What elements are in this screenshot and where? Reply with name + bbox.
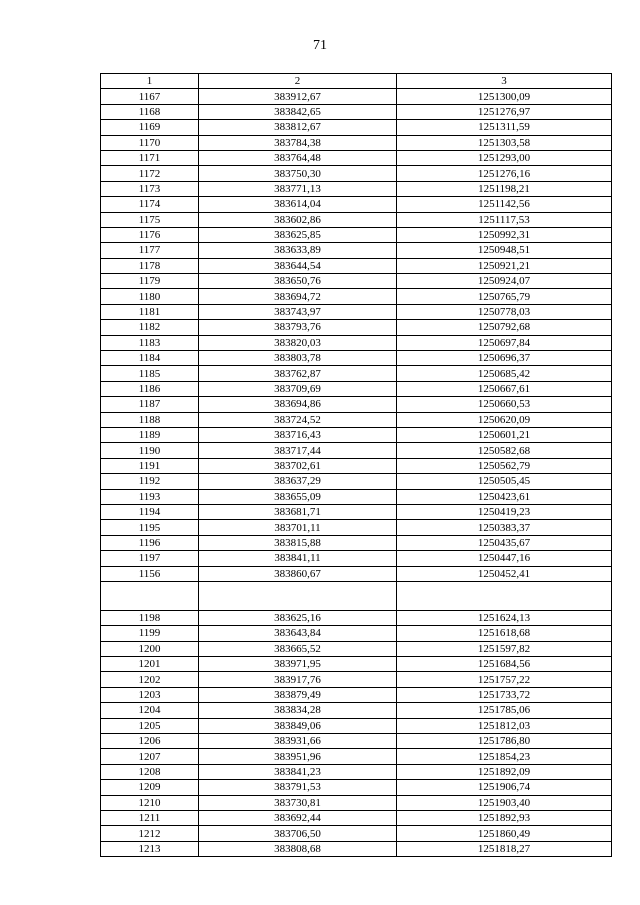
x-coordinate-cell: 383614,04 bbox=[199, 197, 397, 212]
y-coordinate-cell: 1251300,09 bbox=[397, 89, 612, 104]
x-coordinate-cell: 383633,89 bbox=[199, 243, 397, 258]
table-row bbox=[101, 703, 612, 718]
x-coordinate-cell: 383841,11 bbox=[199, 551, 397, 566]
y-coordinate-cell: 1251733,72 bbox=[397, 687, 612, 702]
y-coordinate-cell: 1251906,74 bbox=[397, 780, 612, 795]
y-coordinate-cell: 1250660,53 bbox=[397, 397, 612, 412]
x-coordinate-cell: 383717,44 bbox=[199, 443, 397, 458]
coordinates-table bbox=[100, 73, 612, 857]
x-coordinate-cell: 383730,81 bbox=[199, 795, 397, 810]
y-coordinate-cell: 1250948,51 bbox=[397, 243, 612, 258]
table-row bbox=[101, 443, 612, 458]
y-coordinate-cell: 1251757,22 bbox=[397, 672, 612, 687]
point-number-cell: 1196 bbox=[101, 535, 199, 550]
x-coordinate-cell: 383625,85 bbox=[199, 227, 397, 242]
table-row bbox=[101, 581, 612, 610]
table-row bbox=[101, 687, 612, 702]
point-number-cell: 1204 bbox=[101, 703, 199, 718]
point-number-cell: 1178 bbox=[101, 258, 199, 273]
table-row bbox=[101, 181, 612, 196]
point-number-cell: 1212 bbox=[101, 826, 199, 841]
table-row bbox=[101, 274, 612, 289]
x-coordinate-cell: 383820,03 bbox=[199, 335, 397, 350]
x-coordinate-cell: 383771,13 bbox=[199, 181, 397, 196]
y-coordinate-cell: 1250924,07 bbox=[397, 274, 612, 289]
y-coordinate-cell: 1250778,03 bbox=[397, 304, 612, 319]
point-number-cell: 1203 bbox=[101, 687, 199, 702]
point-number-cell: 1183 bbox=[101, 335, 199, 350]
x-coordinate-cell: 383665,52 bbox=[199, 641, 397, 656]
point-number-cell: 1172 bbox=[101, 166, 199, 181]
x-coordinate-cell: 383793,76 bbox=[199, 320, 397, 335]
table-row bbox=[101, 227, 612, 242]
x-coordinate-cell: 383860,67 bbox=[199, 566, 397, 581]
x-coordinate-cell: 383692,44 bbox=[199, 810, 397, 825]
point-number-cell: 1208 bbox=[101, 764, 199, 779]
y-coordinate-cell: 1251198,21 bbox=[397, 181, 612, 196]
column-header-1: 1 bbox=[101, 74, 199, 89]
point-number-cell: 1206 bbox=[101, 734, 199, 749]
table-row bbox=[101, 412, 612, 427]
x-coordinate-cell: 383762,87 bbox=[199, 366, 397, 381]
table-row bbox=[101, 780, 612, 795]
point-number-cell: 1207 bbox=[101, 749, 199, 764]
table-row bbox=[101, 826, 612, 841]
y-coordinate-cell: 1250620,09 bbox=[397, 412, 612, 427]
x-coordinate-cell: 383602,86 bbox=[199, 212, 397, 227]
table-row bbox=[101, 641, 612, 656]
table-row bbox=[101, 120, 612, 135]
x-coordinate-cell: 383625,16 bbox=[199, 610, 397, 625]
y-coordinate-cell: 1250582,68 bbox=[397, 443, 612, 458]
y-coordinate-cell: 1251311,59 bbox=[397, 120, 612, 135]
x-coordinate-cell: 383808,68 bbox=[199, 841, 397, 856]
x-coordinate-cell: 383841,23 bbox=[199, 764, 397, 779]
y-coordinate-cell: 1250423,61 bbox=[397, 489, 612, 504]
table-row bbox=[101, 150, 612, 165]
y-coordinate-cell: 1251903,40 bbox=[397, 795, 612, 810]
point-number-cell: 1170 bbox=[101, 135, 199, 150]
point-number-cell: 1175 bbox=[101, 212, 199, 227]
point-number-cell: 1180 bbox=[101, 289, 199, 304]
table-row bbox=[101, 335, 612, 350]
table-row bbox=[101, 197, 612, 212]
column-header-3: 3 bbox=[397, 74, 612, 89]
point-number-cell: 1177 bbox=[101, 243, 199, 258]
point-number-cell: 1211 bbox=[101, 810, 199, 825]
x-coordinate-cell: 383849,06 bbox=[199, 718, 397, 733]
table-row bbox=[101, 304, 612, 319]
point-number-cell: 1190 bbox=[101, 443, 199, 458]
x-coordinate-cell: 383951,96 bbox=[199, 749, 397, 764]
y-coordinate-cell: 1250383,37 bbox=[397, 520, 612, 535]
table-row bbox=[101, 166, 612, 181]
table-row bbox=[101, 657, 612, 672]
x-coordinate-cell: 383764,48 bbox=[199, 150, 397, 165]
point-number-cell: 1187 bbox=[101, 397, 199, 412]
table-row bbox=[101, 520, 612, 535]
point-number-cell: 1205 bbox=[101, 718, 199, 733]
y-coordinate-cell: 1250696,37 bbox=[397, 351, 612, 366]
point-number-cell: 1210 bbox=[101, 795, 199, 810]
table-row bbox=[101, 551, 612, 566]
x-coordinate-cell: 383743,97 bbox=[199, 304, 397, 319]
point-number-cell: 1209 bbox=[101, 780, 199, 795]
x-coordinate-cell: 383917,76 bbox=[199, 672, 397, 687]
point-number-cell: 1189 bbox=[101, 427, 199, 442]
y-coordinate-cell bbox=[397, 581, 612, 610]
table-body bbox=[101, 89, 612, 857]
table-row bbox=[101, 458, 612, 473]
y-coordinate-cell: 1251276,16 bbox=[397, 166, 612, 181]
y-coordinate-cell: 1251618,68 bbox=[397, 626, 612, 641]
point-number-cell: 1169 bbox=[101, 120, 199, 135]
point-number-cell: 1171 bbox=[101, 150, 199, 165]
y-coordinate-cell: 1250562,79 bbox=[397, 458, 612, 473]
x-coordinate-cell: 383803,78 bbox=[199, 351, 397, 366]
table-row bbox=[101, 381, 612, 396]
y-coordinate-cell: 1250505,45 bbox=[397, 474, 612, 489]
table-row bbox=[101, 672, 612, 687]
x-coordinate-cell: 383812,67 bbox=[199, 120, 397, 135]
table-row bbox=[101, 243, 612, 258]
x-coordinate-cell: 383694,72 bbox=[199, 289, 397, 304]
point-number-cell: 1198 bbox=[101, 610, 199, 625]
y-coordinate-cell: 1250667,61 bbox=[397, 381, 612, 396]
x-coordinate-cell: 383931,66 bbox=[199, 734, 397, 749]
x-coordinate-cell: 383681,71 bbox=[199, 504, 397, 519]
point-number-cell: 1197 bbox=[101, 551, 199, 566]
point-number-cell: 1156 bbox=[101, 566, 199, 581]
x-coordinate-cell: 383709,69 bbox=[199, 381, 397, 396]
table-row bbox=[101, 427, 612, 442]
x-coordinate-cell: 383716,43 bbox=[199, 427, 397, 442]
table-row bbox=[101, 566, 612, 581]
y-coordinate-cell: 1251785,06 bbox=[397, 703, 612, 718]
y-coordinate-cell: 1250992,31 bbox=[397, 227, 612, 242]
x-coordinate-cell: 383750,30 bbox=[199, 166, 397, 181]
point-number-cell: 1168 bbox=[101, 104, 199, 119]
table-row bbox=[101, 351, 612, 366]
table-row bbox=[101, 504, 612, 519]
y-coordinate-cell: 1251786,80 bbox=[397, 734, 612, 749]
x-coordinate-cell: 383815,88 bbox=[199, 535, 397, 550]
x-coordinate-cell: 383724,52 bbox=[199, 412, 397, 427]
point-number-cell: 1188 bbox=[101, 412, 199, 427]
y-coordinate-cell: 1250697,84 bbox=[397, 335, 612, 350]
table-row bbox=[101, 366, 612, 381]
point-number-cell: 1195 bbox=[101, 520, 199, 535]
x-coordinate-cell: 383791,53 bbox=[199, 780, 397, 795]
x-coordinate-cell: 383694,86 bbox=[199, 397, 397, 412]
y-coordinate-cell: 1250765,79 bbox=[397, 289, 612, 304]
y-coordinate-cell: 1250435,67 bbox=[397, 535, 612, 550]
x-coordinate-cell: 383834,28 bbox=[199, 703, 397, 718]
x-coordinate-cell: 383706,50 bbox=[199, 826, 397, 841]
table-row bbox=[101, 320, 612, 335]
y-coordinate-cell: 1250419,23 bbox=[397, 504, 612, 519]
table-row bbox=[101, 135, 612, 150]
table-row bbox=[101, 718, 612, 733]
y-coordinate-cell: 1250685,42 bbox=[397, 366, 612, 381]
y-coordinate-cell: 1251684,56 bbox=[397, 657, 612, 672]
table-row bbox=[101, 289, 612, 304]
point-number-cell: 1202 bbox=[101, 672, 199, 687]
point-number-cell bbox=[101, 581, 199, 610]
table-row bbox=[101, 749, 612, 764]
point-number-cell: 1173 bbox=[101, 181, 199, 196]
point-number-cell: 1192 bbox=[101, 474, 199, 489]
table-row bbox=[101, 212, 612, 227]
y-coordinate-cell: 1251860,49 bbox=[397, 826, 612, 841]
column-header-2: 2 bbox=[199, 74, 397, 89]
table-row bbox=[101, 764, 612, 779]
point-number-cell: 1184 bbox=[101, 351, 199, 366]
y-coordinate-cell: 1251818,27 bbox=[397, 841, 612, 856]
x-coordinate-cell: 383784,38 bbox=[199, 135, 397, 150]
point-number-cell: 1185 bbox=[101, 366, 199, 381]
x-coordinate-cell: 383701,11 bbox=[199, 520, 397, 535]
y-coordinate-cell: 1251892,09 bbox=[397, 764, 612, 779]
table-row bbox=[101, 258, 612, 273]
point-number-cell: 1179 bbox=[101, 274, 199, 289]
y-coordinate-cell: 1250447,16 bbox=[397, 551, 612, 566]
table-row bbox=[101, 841, 612, 856]
table-row bbox=[101, 104, 612, 119]
y-coordinate-cell: 1251303,58 bbox=[397, 135, 612, 150]
table-row bbox=[101, 626, 612, 641]
table-row bbox=[101, 397, 612, 412]
x-coordinate-cell: 383971,95 bbox=[199, 657, 397, 672]
x-coordinate-cell: 383879,49 bbox=[199, 687, 397, 702]
table-row bbox=[101, 734, 612, 749]
x-coordinate-cell bbox=[199, 581, 397, 610]
y-coordinate-cell: 1251892,93 bbox=[397, 810, 612, 825]
point-number-cell: 1191 bbox=[101, 458, 199, 473]
point-number-cell: 1182 bbox=[101, 320, 199, 335]
page-number: 71 bbox=[313, 38, 327, 53]
point-number-cell: 1199 bbox=[101, 626, 199, 641]
x-coordinate-cell: 383650,76 bbox=[199, 274, 397, 289]
point-number-cell: 1167 bbox=[101, 89, 199, 104]
y-coordinate-cell: 1251812,03 bbox=[397, 718, 612, 733]
y-coordinate-cell: 1251854,23 bbox=[397, 749, 612, 764]
point-number-cell: 1181 bbox=[101, 304, 199, 319]
point-number-cell: 1194 bbox=[101, 504, 199, 519]
point-number-cell: 1200 bbox=[101, 641, 199, 656]
point-number-cell: 1186 bbox=[101, 381, 199, 396]
table-row bbox=[101, 535, 612, 550]
point-number-cell: 1201 bbox=[101, 657, 199, 672]
x-coordinate-cell: 383912,67 bbox=[199, 89, 397, 104]
table-row bbox=[101, 810, 612, 825]
x-coordinate-cell: 383702,61 bbox=[199, 458, 397, 473]
table-row bbox=[101, 489, 612, 504]
table-row bbox=[101, 89, 612, 104]
y-coordinate-cell: 1250792,68 bbox=[397, 320, 612, 335]
y-coordinate-cell: 1251624,13 bbox=[397, 610, 612, 625]
x-coordinate-cell: 383644,54 bbox=[199, 258, 397, 273]
x-coordinate-cell: 383637,29 bbox=[199, 474, 397, 489]
y-coordinate-cell: 1251142,56 bbox=[397, 197, 612, 212]
point-number-cell: 1213 bbox=[101, 841, 199, 856]
y-coordinate-cell: 1251117,53 bbox=[397, 212, 612, 227]
y-coordinate-cell: 1251293,00 bbox=[397, 150, 612, 165]
point-number-cell: 1193 bbox=[101, 489, 199, 504]
point-number-cell: 1174 bbox=[101, 197, 199, 212]
table-header-row bbox=[101, 74, 612, 89]
x-coordinate-cell: 383842,65 bbox=[199, 104, 397, 119]
table-row bbox=[101, 474, 612, 489]
y-coordinate-cell: 1251597,82 bbox=[397, 641, 612, 656]
x-coordinate-cell: 383655,09 bbox=[199, 489, 397, 504]
x-coordinate-cell: 383643,84 bbox=[199, 626, 397, 641]
table-row bbox=[101, 610, 612, 625]
y-coordinate-cell: 1250921,21 bbox=[397, 258, 612, 273]
y-coordinate-cell: 1250452,41 bbox=[397, 566, 612, 581]
point-number-cell: 1176 bbox=[101, 227, 199, 242]
y-coordinate-cell: 1250601,21 bbox=[397, 427, 612, 442]
table-row bbox=[101, 795, 612, 810]
y-coordinate-cell: 1251276,97 bbox=[397, 104, 612, 119]
